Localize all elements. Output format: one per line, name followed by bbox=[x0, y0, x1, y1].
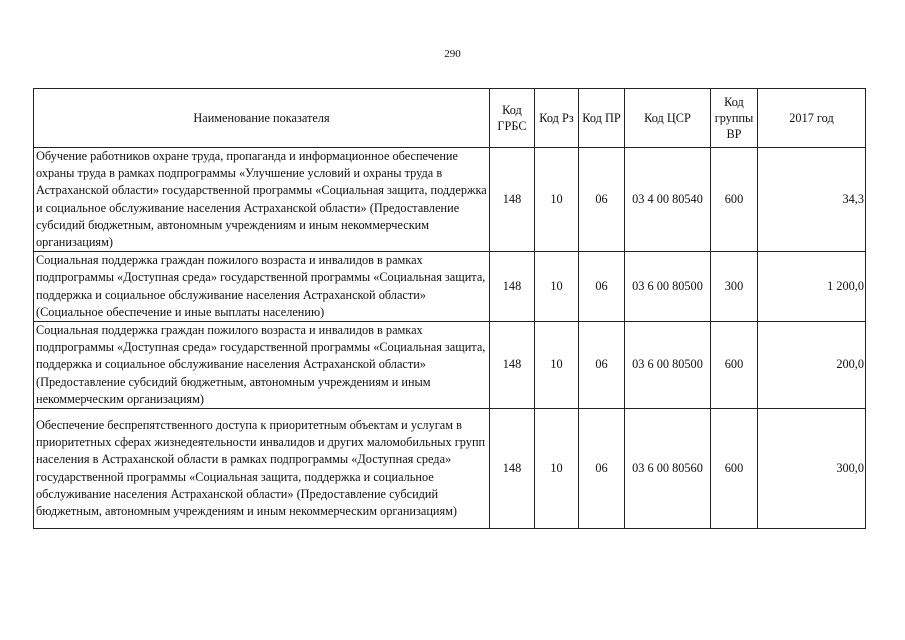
row-grbs: 148 bbox=[490, 148, 535, 252]
row-name: Обучение работников охране труда, пропаганда и информационное обеспечение охраны труда в рамках подпрограммы «Улучшение условий и охраны труда в Астраханской области» государственной программы «Социальная защита, поддержка и социальное обслуживание населения Астраханской области» (Предоставление субсидий бюджетным, автономным учреждениям и иным некоммерческим организациям) bbox=[34, 148, 490, 252]
row-amount: 1 200,0 bbox=[758, 252, 866, 322]
header-rz: Код Рз bbox=[535, 89, 579, 148]
row-name: Обеспечение беспрепятственного доступа к приоритетным объектам и услугам в приоритетных сферах жизнедеятельности инвалидов и других маломобильных групп населения в Астраханской области в рамках подпрограммы «Доступная среда» государственной программы «Социальная защита, поддержка и социальное обслуживание населения Астраханской области» (Предоставление субсидий бюджетным, автономным учреждениям и иным некоммерческим организациям) bbox=[34, 409, 490, 529]
row-grbs: 148 bbox=[490, 409, 535, 529]
row-grbs: 148 bbox=[490, 252, 535, 322]
row-rz: 10 bbox=[535, 322, 579, 409]
header-name: Наименование показателя bbox=[34, 89, 490, 148]
row-name: Социальная поддержка граждан пожилого возраста и инвалидов в рамках подпрограммы «Доступная среда» государственной программы «Социальная защита, поддержка и социальное обслуживание населения Астраханской области» (Предоставление субсидий бюджетным, автономным учреждениям и иным некоммерческим организациям) bbox=[34, 322, 490, 409]
row-vr: 600 bbox=[711, 148, 758, 252]
row-name: Социальная поддержка граждан пожилого возраста и инвалидов в рамках подпрограммы «Доступная среда» государственной программы «Социальная защита, поддержка и социальное обслуживание населения Астраханской области» (Социальное обеспечение и иные выплаты населению) bbox=[34, 252, 490, 322]
row-vr: 300 bbox=[711, 252, 758, 322]
header-row bbox=[34, 89, 866, 148]
table-row bbox=[34, 409, 866, 529]
row-vr: 600 bbox=[711, 322, 758, 409]
row-pr: 06 bbox=[579, 322, 625, 409]
row-csr: 03 6 00 80500 bbox=[625, 322, 711, 409]
row-rz: 10 bbox=[535, 148, 579, 252]
row-rz: 10 bbox=[535, 252, 579, 322]
table-body bbox=[34, 148, 866, 529]
table-header bbox=[34, 89, 866, 148]
row-pr: 06 bbox=[579, 252, 625, 322]
page-number: 290 bbox=[444, 48, 461, 60]
header-pr: Код ПР bbox=[579, 89, 625, 148]
row-pr: 06 bbox=[579, 148, 625, 252]
header-grbs: Код ГРБС bbox=[490, 89, 535, 148]
row-vr: 600 bbox=[711, 409, 758, 529]
header-vr: Код группы ВР bbox=[711, 89, 758, 148]
row-amount: 34,3 bbox=[758, 148, 866, 252]
table-row bbox=[34, 322, 866, 409]
row-csr: 03 6 00 80560 bbox=[625, 409, 711, 529]
header-csr: Код ЦСР bbox=[625, 89, 711, 148]
row-grbs: 148 bbox=[490, 322, 535, 409]
header-year: 2017 год bbox=[758, 89, 866, 148]
row-csr: 03 6 00 80500 bbox=[625, 252, 711, 322]
row-pr: 06 bbox=[579, 409, 625, 529]
table-row bbox=[34, 148, 866, 252]
row-rz: 10 bbox=[535, 409, 579, 529]
row-amount: 300,0 bbox=[758, 409, 866, 529]
row-amount: 200,0 bbox=[758, 322, 866, 409]
budget-table bbox=[33, 88, 866, 529]
table-row bbox=[34, 252, 866, 322]
row-csr: 03 4 00 80540 bbox=[625, 148, 711, 252]
